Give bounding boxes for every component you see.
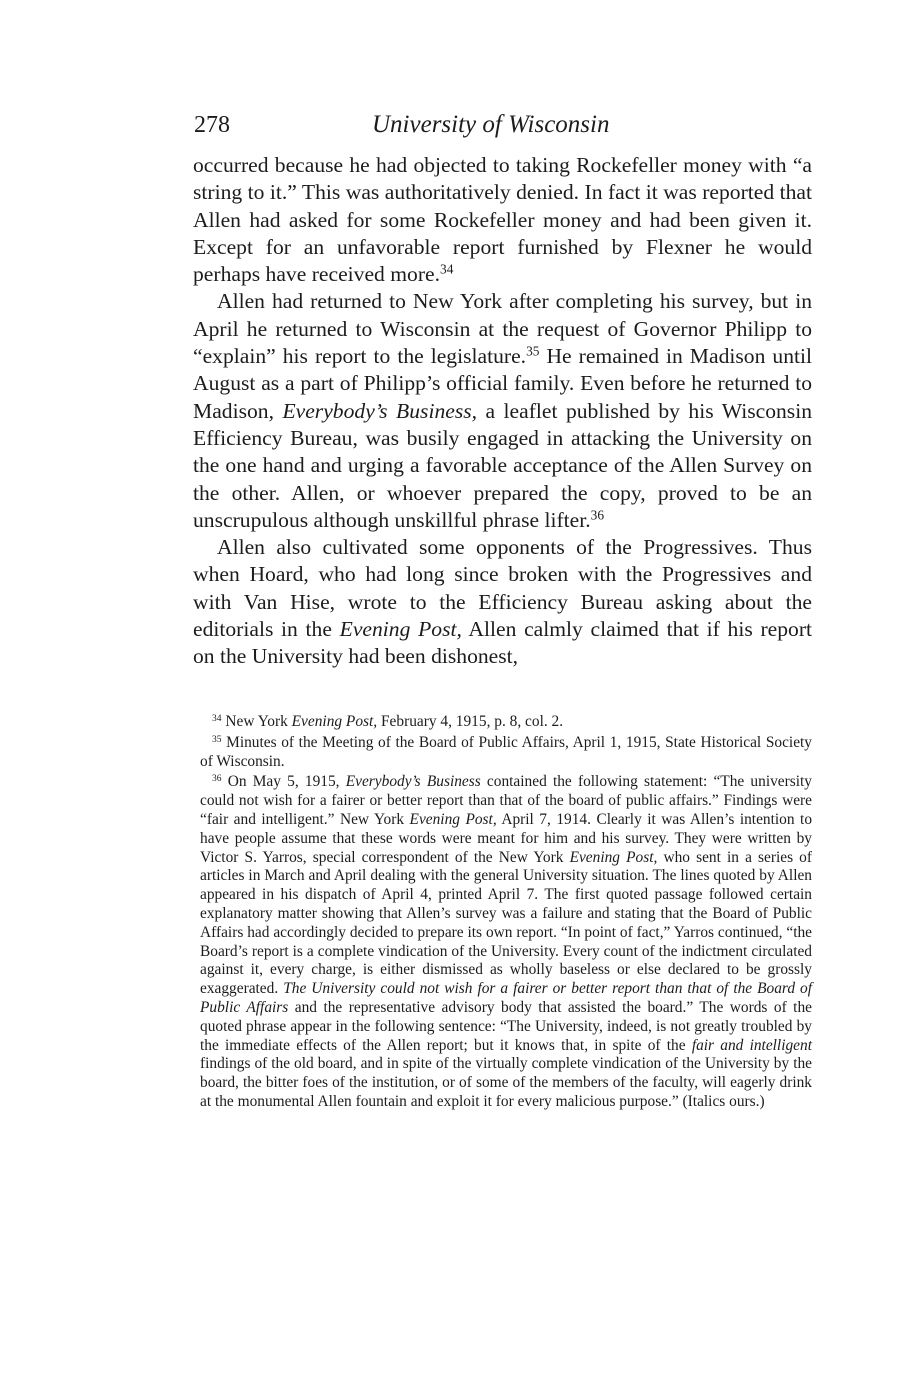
- footnote-36-number: 36: [212, 773, 222, 785]
- main-text: [193, 152, 812, 671]
- footnote-35-number: 35: [212, 733, 222, 745]
- paragraph-2-part-b: He remained in Madison until August as a part of Philipp’s official family. Even before he returned to Madison,: [193, 344, 812, 423]
- paragraph-3-part-a: Allen also cultivated some opponents of the Progressives. Thus when Hoard, who had long since broken with the Progressives and with Van Hise, wrote to the Efficiency Bureau asking about the editorials in the: [193, 535, 812, 642]
- footnote-34-italic: Evening Post,: [291, 713, 378, 730]
- paragraph-2-part-a: Allen had returned to New York after completing his survey, but in April he returned to Wisconsin at the request of Governor Philipp to “explain” his report to the legislature.: [193, 289, 812, 369]
- footnote-36: [200, 773, 812, 1111]
- footnote-36-part-a: On May 5, 1915,: [221, 773, 346, 791]
- footnote-ref-34: 34: [440, 261, 454, 277]
- footnote-36-part-c: April 7, 1914. Clearly it was Allen’s intention to have people assume that these words were meant for him and his survey. They were written by Victor S. Yarros, special correspondent of the New York: [200, 810, 813, 866]
- footnote-36-part-d: who sent in a series of articles in March and April dealing with the general University situation. The lines quoted by Allen appeared in his dispatch of April 4, printed April 7. The first quoted passage followed certain explanatory matter showing that Allen’s survey was a failure and stating that the Board of Public Affairs had accordingly decided to prepare its own report. “In point of fact,” Yarros continued, “the Board’s report is a complete vindication of the University. Every count of the indictment circulated against it, every charge, is either dismissed as wholly baseless or else declared to be grossly exaggerated.: [200, 848, 812, 998]
- running-title: University of Wisconsin: [372, 111, 610, 138]
- footnote-36-italic-b: Evening Post,: [409, 810, 497, 828]
- paragraph-1-text: occurred because he had objected to taking Rockefeller money with “a string to it.” This was authoritatively denied. In fact it was reported that Allen had asked for some Rockefeller money and had been given it. Except for an unfavorable report furnished by Flexner he would perhaps have received more.: [193, 153, 812, 287]
- paragraph-3: [193, 534, 812, 670]
- footnote-36-italic-e: fair and intelligent: [691, 1036, 812, 1054]
- page-number: 278: [194, 112, 230, 138]
- footnote-36-italic-c: Evening Post,: [569, 848, 658, 866]
- paragraph-2-part-c: a leaflet published by his Wisconsin Efficiency Bureau, was busily engaged in attacking the University on the one hand and urging a favorable acceptance of the Allen Survey on the other. Allen, or whoever prepared the copy, proved to be an unscrupulous although unskillful phrase lifter.: [193, 398, 813, 532]
- footnote-36-part-f: findings of the old board, and in spite of the virtually complete vindication of the University by the board, the bitter foes of the institution, or of some of the members of the faculty, will eagerly drink at the monumental Allen fountain and exploit it for every malicious purpose.” (Italics ours.): [200, 1055, 812, 1110]
- footnote-ref-35: 35: [526, 343, 540, 359]
- footnote-36-part-e: and the representative advisory body that assisted the board.” The words of the quoted phrase appear in the following sentence: “The University, indeed, is not greatly troubled by the immediate effects of the Allen report; but it knows that, in spite of the: [200, 998, 812, 1054]
- page-header: [194, 110, 814, 144]
- footnote-36-part-b: contained the following statement: “The university could not wish for a fairer or better report than that of the board of public affairs.” Findings were “fair and intelligent.” New York: [200, 773, 812, 828]
- paragraph-2-italic-title: Everybody’s Business,: [282, 398, 478, 423]
- footnotes: [200, 713, 812, 1114]
- paragraph-1: [193, 152, 812, 288]
- footnote-35: [200, 734, 812, 772]
- footnote-35-text: Minutes of the Meeting of the Board of Public Affairs, April 1, 1915, State Historical Society of Wisconsin.: [200, 733, 812, 770]
- footnote-34: [200, 713, 812, 732]
- paragraph-2: [193, 288, 812, 534]
- footnote-34-part-b: February 4, 1915, p. 8, col. 2.: [377, 713, 564, 730]
- footnote-ref-36: 36: [590, 507, 605, 523]
- footnote-34-number: 34: [212, 712, 222, 724]
- paragraph-3-part-b: Allen calmly claimed that if his report on the University had been dishonest,: [193, 617, 813, 669]
- paragraph-3-italic-title: Evening Post,: [339, 617, 462, 642]
- footnote-36-italic-d: The University could not wish for a fairer or better report than that of the Board of Public Affairs: [200, 980, 812, 1016]
- footnote-34-part-a: New York: [221, 713, 292, 730]
- footnote-36-italic-a: Everybody’s Business: [345, 773, 481, 791]
